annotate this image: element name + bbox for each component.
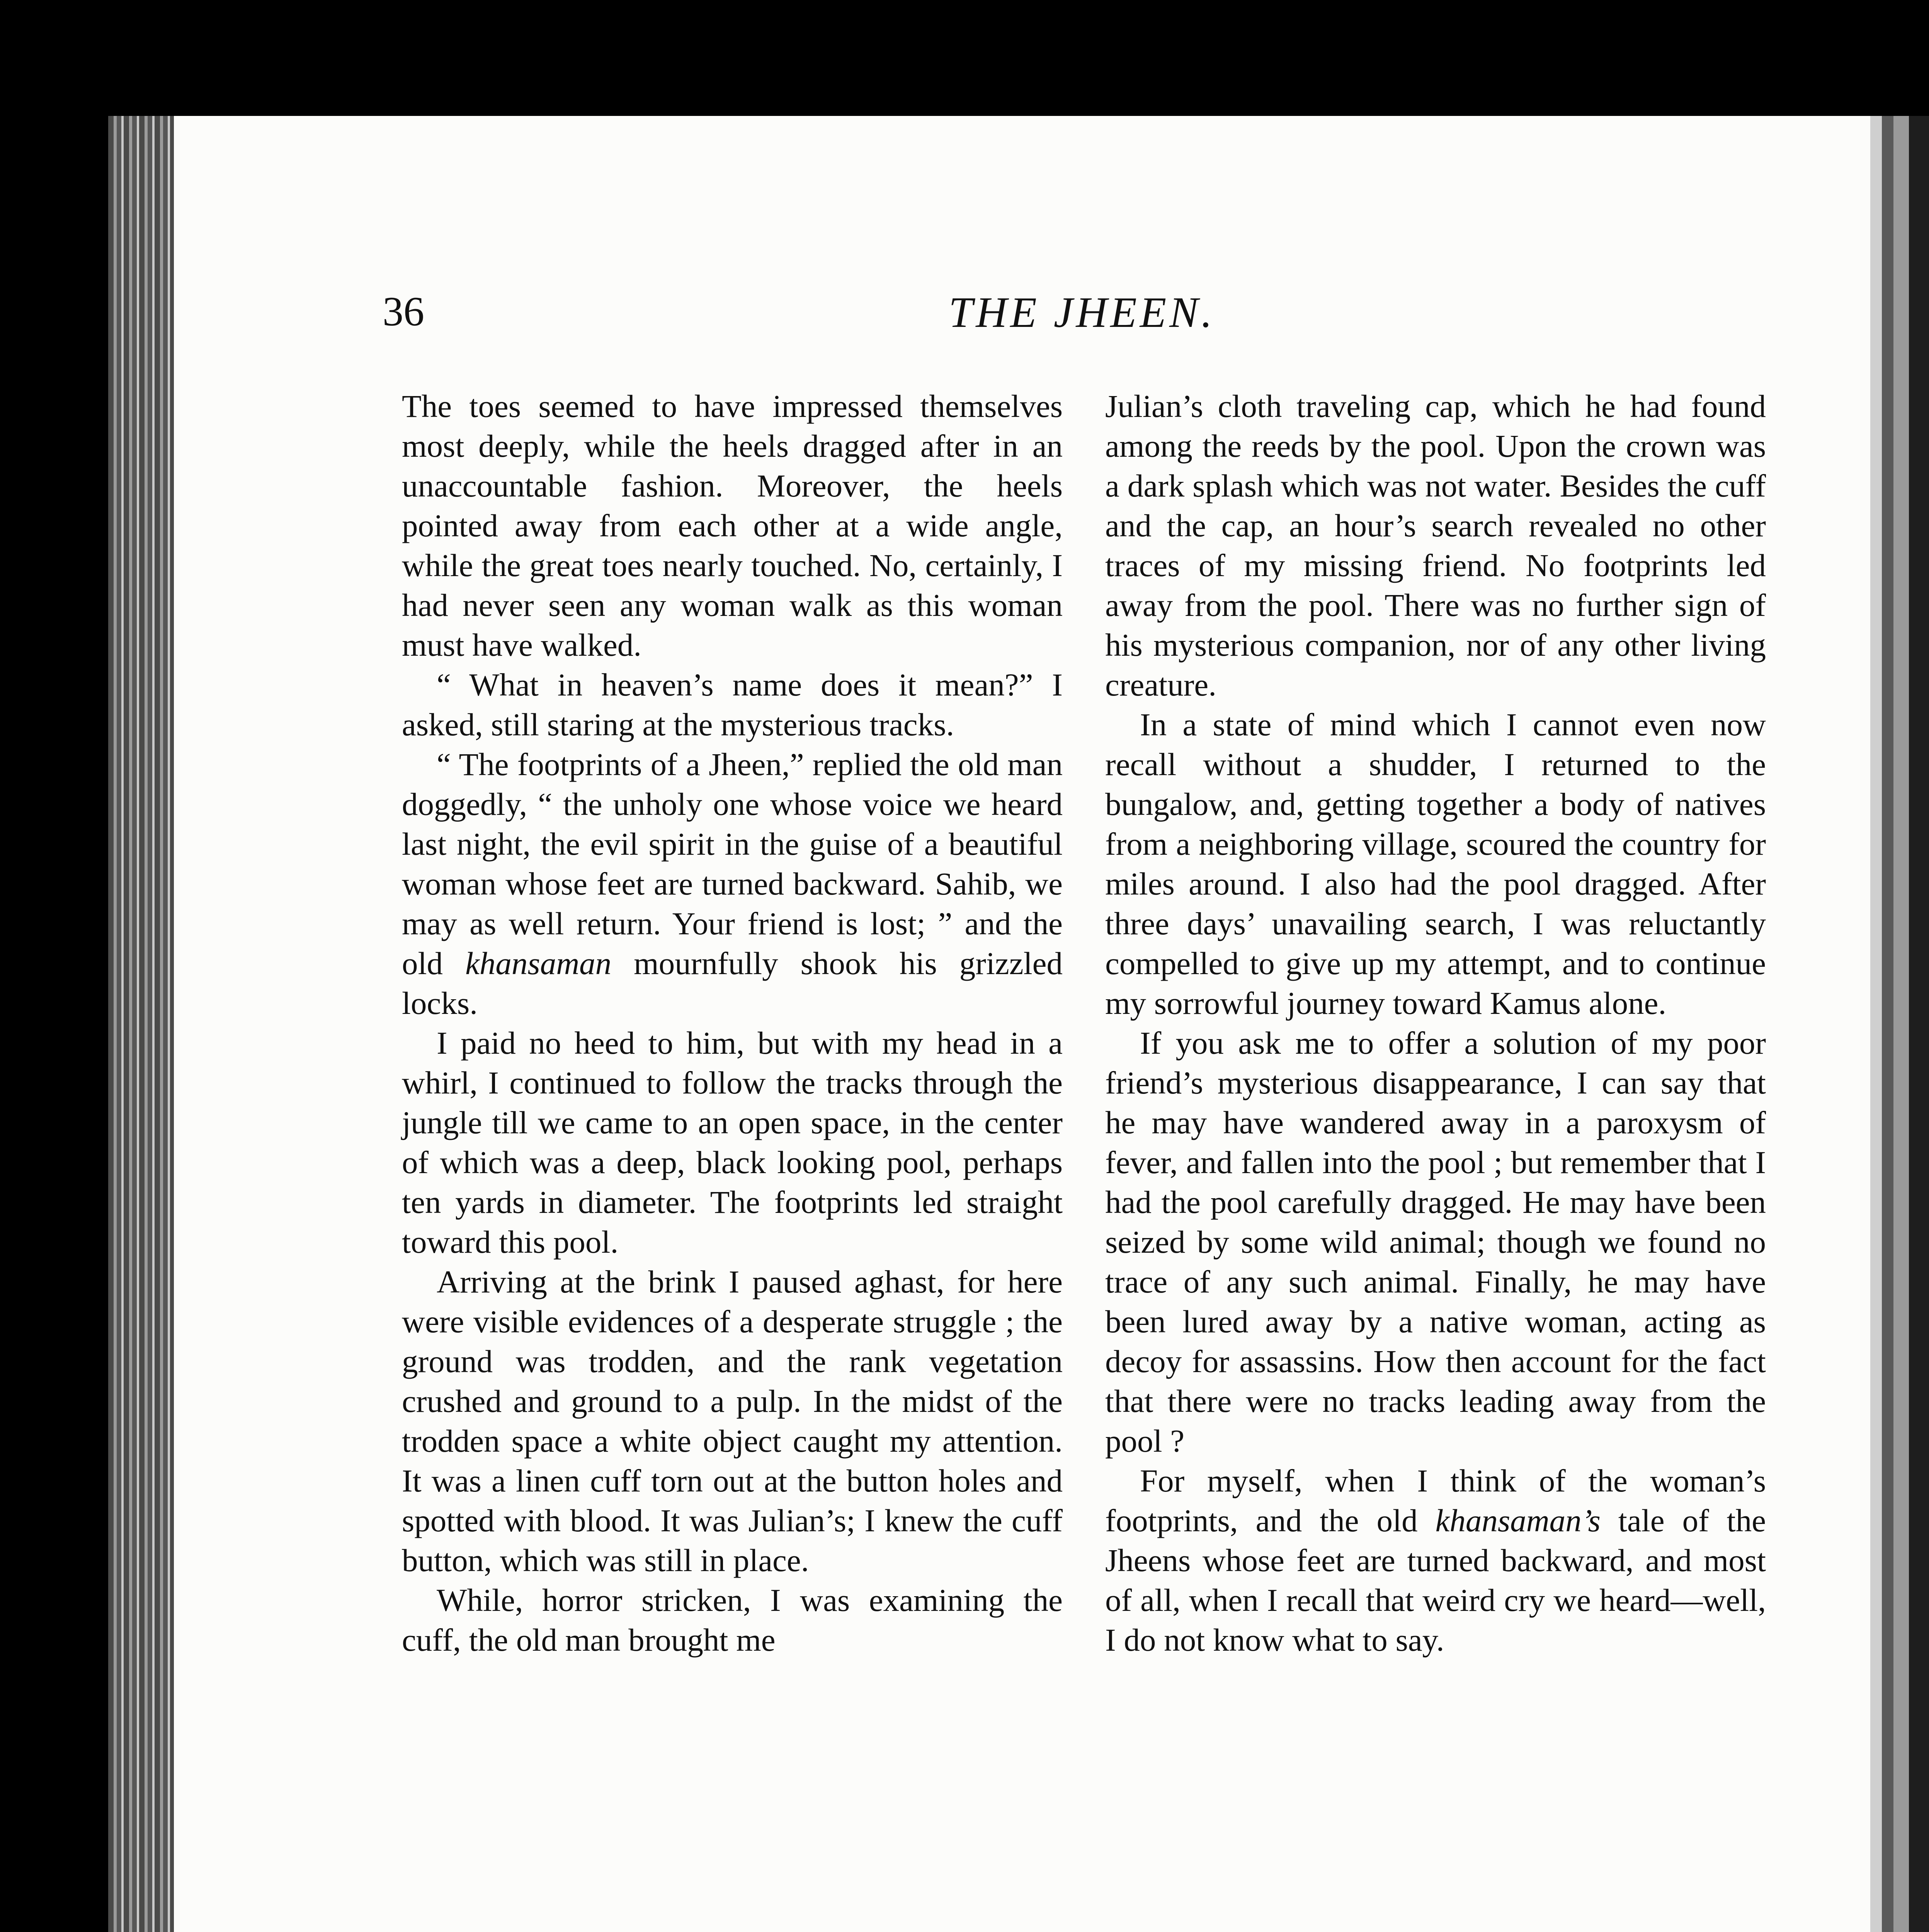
paragraph: I paid no heed to him, but with my head in a whirl, I continued to follow the tracks through the jungle till we came to an open space, in the center of which was a deep, black looking pool, perhaps ten yards in diameter. The footprints led straight toward this pool.	[402, 1025, 1063, 1260]
paragraph: While, horror stricken, I was examining the cuff, the old man brought me	[402, 1582, 1063, 1658]
italic-term: khansaman’s	[1435, 1503, 1601, 1538]
right-column	[1105, 386, 1766, 1660]
book-spine	[108, 116, 174, 1932]
italic-term: khansaman	[465, 946, 612, 981]
paragraph: Arriving at the brink I paused aghast, for here were visible evidences of a desperate struggle ; the ground was trodden, and the rank vegetation crushed and ground to a pulp. In the midst of the trodden space a white object caught my attention. It was a linen cuff torn out at the button holes and spotted with blood. It was Julian’s; I knew the cuff button, which was still in place.	[402, 1264, 1063, 1578]
page-edge	[1870, 116, 1929, 1932]
text-run: “ The footprints of a Jheen,” replied the old man doggedly, “ the unholy one whose voice we heard last night, the evil spirit in the guise of a beautiful woman whose feet are turned backward. Sahib, we may as well return. Your friend is lost; ” and the old	[402, 747, 1063, 981]
left-column	[402, 386, 1063, 1660]
page-number: 36	[383, 289, 424, 335]
paragraph: The toes seemed to have impressed themselves most deeply, while the heels dragged after in an unaccountable fashion. Moreover, the heels pointed away from each other at a wide angle, while the great toes nearly touched. No, certainly, I had never seen any woman walk as this woman must have walked.	[402, 388, 1063, 663]
paragraph	[402, 745, 1063, 1023]
paragraph	[1105, 1461, 1766, 1660]
paragraph: If you ask me to offer a solution of my poor friend’s mysterious disappearance, I can say that he may have wandered away in a paroxysm of fever, and fallen into the pool ; but remember that I had the pool carefully dragged. He may have been seized by some wild animal; though we found no trace of any such animal. Finally, he may have been lured away by a native woman, acting as decoy for assassins. How then account for the fact that there were no tracks leading away from the pool ?	[1105, 1025, 1766, 1459]
paragraph: In a state of mind which I cannot even now recall without a shudder, I returned to the bungalow, and, getting together a body of natives from a neighboring village, scoured the country for miles around. I also had the pool dragged. After three days’ unavailing search, I was reluctantly compelled to give up my attempt, and to continue my sorrowful journey toward Kamus alone.	[1105, 707, 1766, 1021]
paragraph: “ What in heaven’s name does it mean?” I asked, still staring at the mysterious tracks.	[402, 667, 1063, 742]
paragraph: Julian’s cloth traveling cap, which he had found among the reeds by the pool. Upon the crown was a dark splash which was not water. Besides the cuff and the cap, an hour’s search revealed no other traces of my missing friend. No footprints led away from the pool. There was no further sign of his mysterious companion, nor of any other living creature.	[1105, 388, 1766, 702]
page-header	[383, 288, 1770, 357]
text-run: mournfully shook his grizzled locks.	[402, 946, 1063, 1021]
running-title: THE JHEEN.	[949, 289, 1215, 337]
text-run: For myself, when I think of the woman’s footprints, and the old	[1105, 1463, 1766, 1538]
text-run: tale of the Jheens whose feet are turned backward, and most of all, when I recall that weird cry we heard—well, I do not know what to say.	[1105, 1503, 1766, 1658]
